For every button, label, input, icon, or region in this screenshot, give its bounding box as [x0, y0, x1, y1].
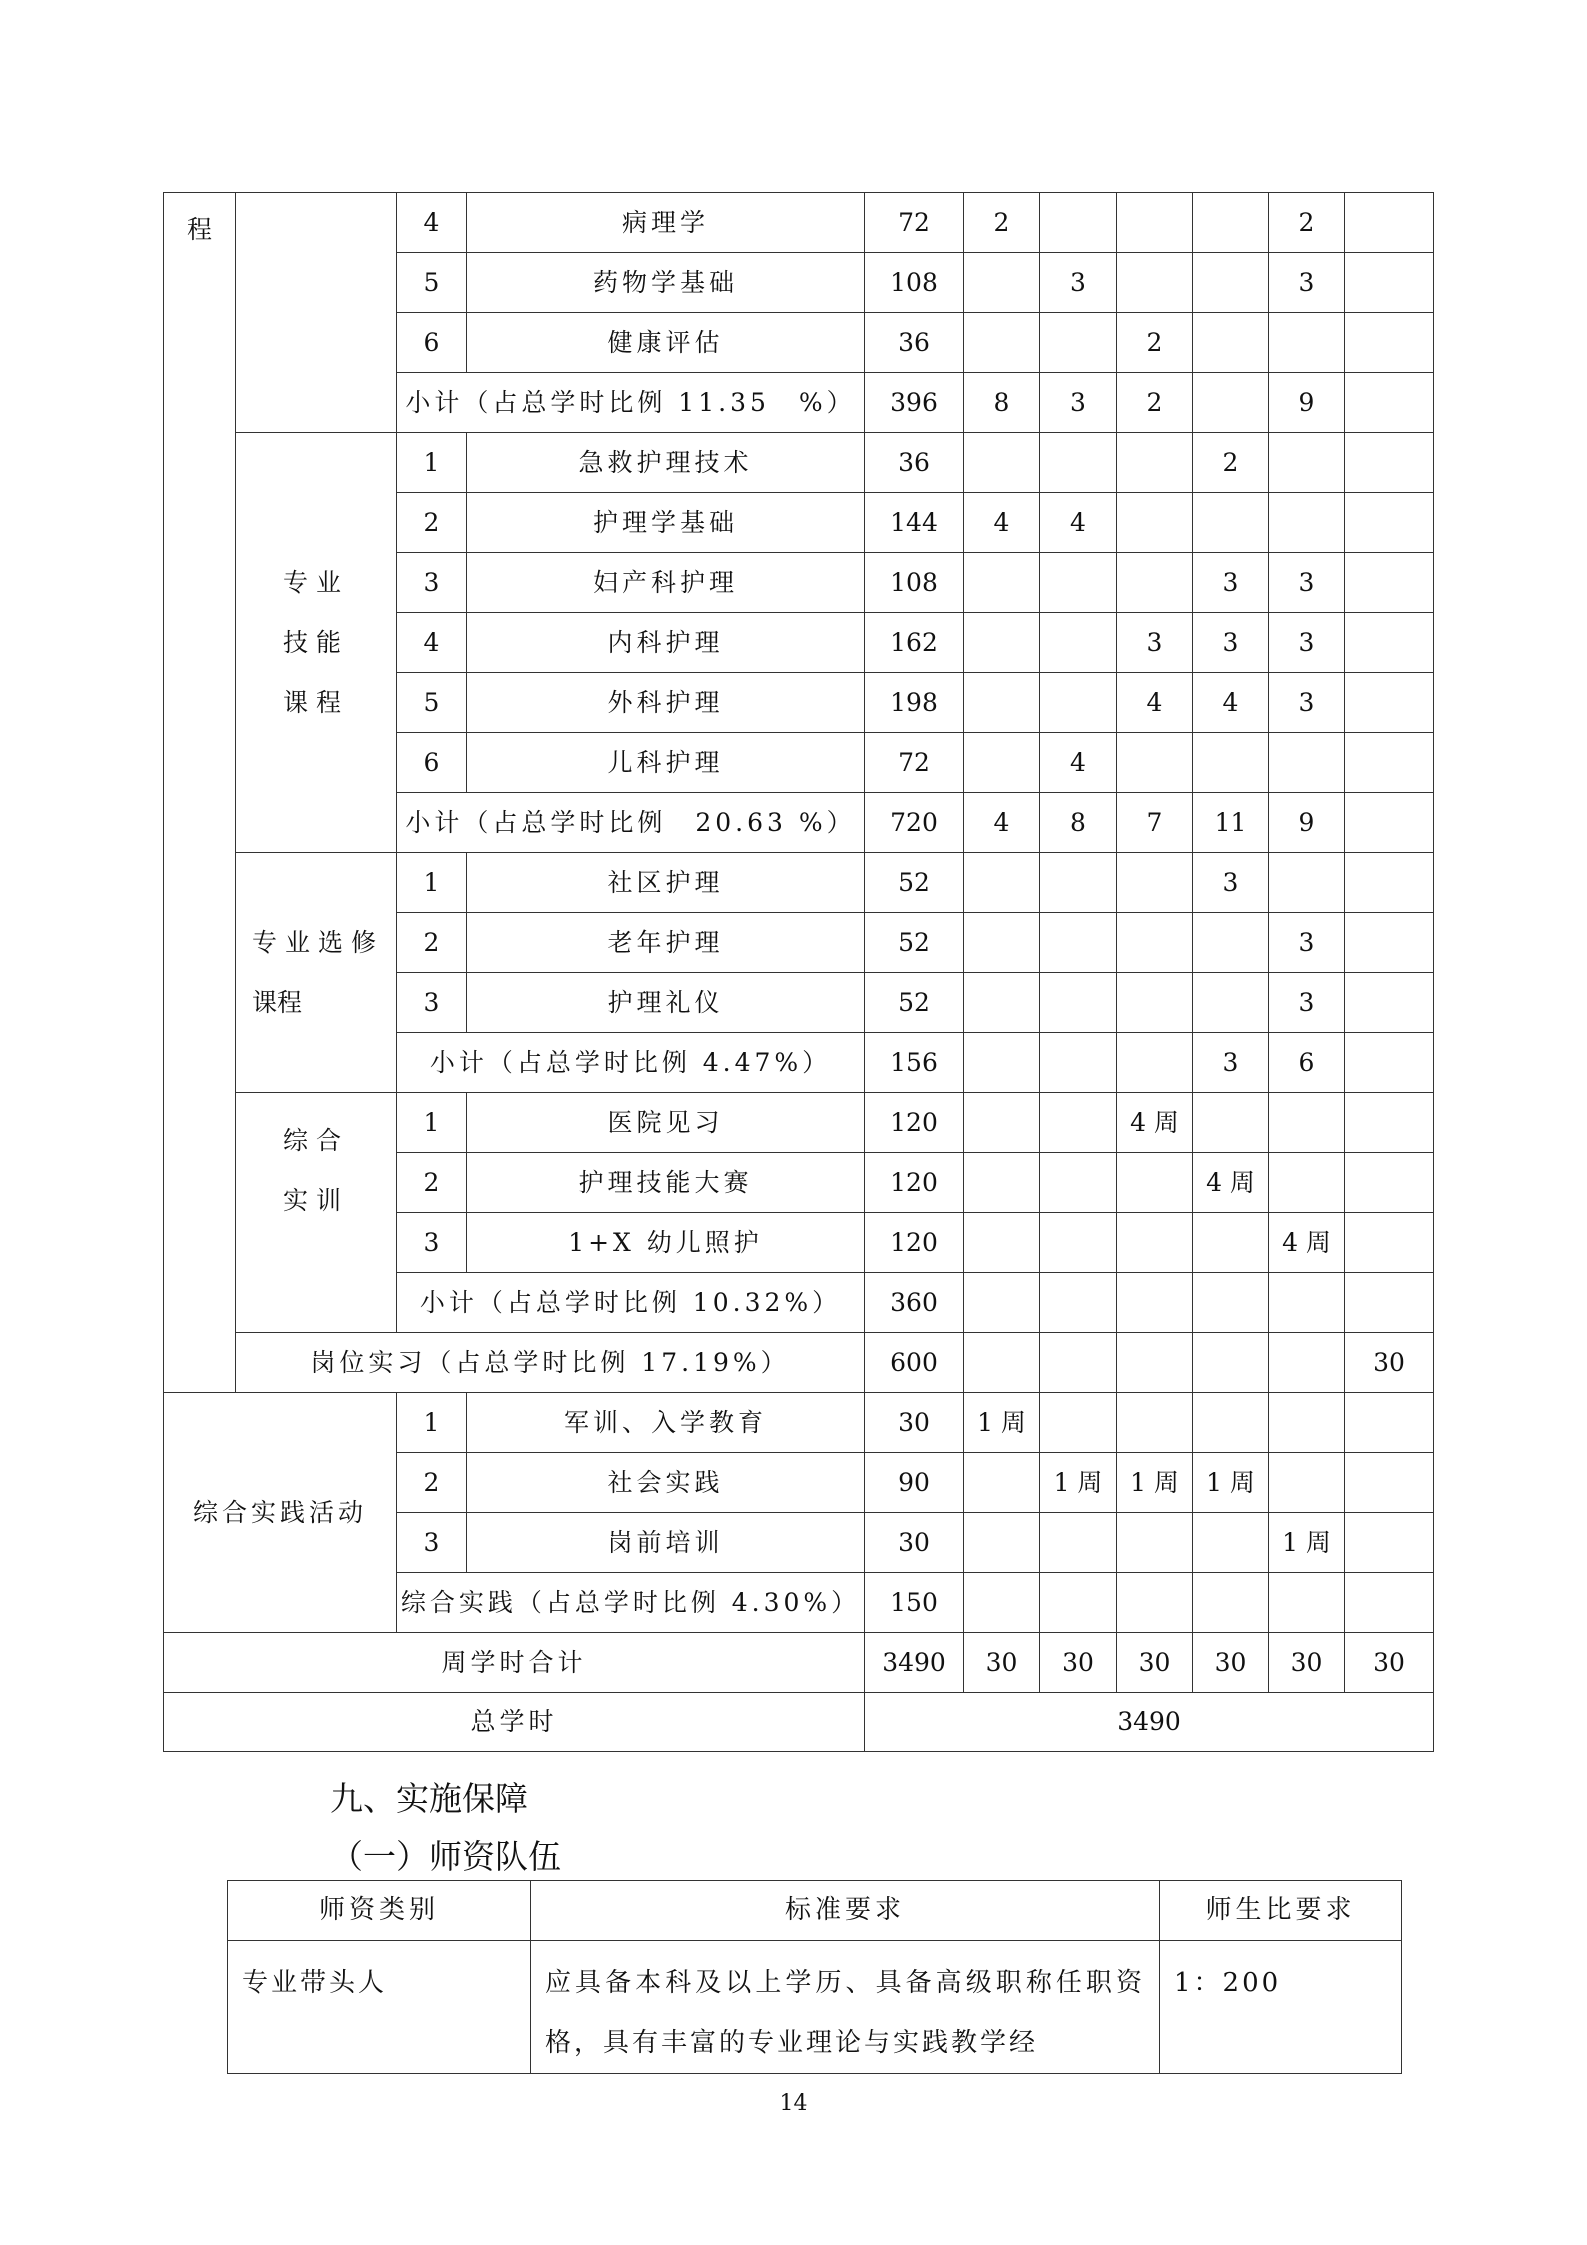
semester-2-cell: [1040, 1513, 1117, 1573]
semester-1-cell: [964, 1153, 1040, 1213]
training-subtotal-label: 小计（占总学时比例 10.32%）: [397, 1273, 865, 1333]
semester-5-cell: [1269, 493, 1345, 553]
course-number-cell: 2: [397, 1453, 467, 1513]
course-name-cell: 急救护理技术: [467, 433, 865, 493]
staff-requirements-table: [227, 1880, 1402, 2074]
semester-4-cell: [1193, 313, 1269, 373]
semester-1-cell: [964, 313, 1040, 373]
semester-1-cell: [964, 1453, 1040, 1513]
semester-6-cell: [1345, 1513, 1434, 1573]
semester-6-cell: [1345, 913, 1434, 973]
semester-2-cell: 4: [1040, 733, 1117, 793]
semester-5-cell: [1269, 1393, 1345, 1453]
semester-6-cell: [1345, 433, 1434, 493]
semester-6-cell: [1345, 733, 1434, 793]
semester-5-cell: [1269, 1153, 1345, 1213]
group-label-elective-2: 课程: [252, 987, 303, 1017]
semester-1-cell: [964, 253, 1040, 313]
semester-5-cell: 9: [1269, 793, 1345, 853]
group-label-elective-1: 专业选修: [252, 927, 385, 957]
semester-5-cell: 3: [1269, 913, 1345, 973]
semester-6-cell: 30: [1345, 1333, 1434, 1393]
semester-4-cell: [1193, 373, 1269, 433]
semester-6-cell: [1345, 853, 1434, 913]
semester-3-cell: 4: [1117, 673, 1193, 733]
semester-4-cell: [1193, 1333, 1269, 1393]
header-requirement: 标准要求: [531, 1881, 1160, 1941]
semester-4-cell: [1193, 253, 1269, 313]
semester-6-cell: [1345, 613, 1434, 673]
skill-subtotal-hours: 720: [865, 793, 964, 853]
semester-6-cell: [1345, 373, 1434, 433]
semester-5-cell: 2: [1269, 193, 1345, 253]
internship-hours: 600: [865, 1333, 964, 1393]
course-name-cell: 外科护理: [467, 673, 865, 733]
semester-5-cell: 6: [1269, 1033, 1345, 1093]
semester-3-cell: 1 周: [1117, 1453, 1193, 1513]
semester-6-cell: [1345, 973, 1434, 1033]
semester-1-cell: [964, 1273, 1040, 1333]
semester-1-cell: [964, 1033, 1040, 1093]
basic-subtotal-label: 小计（占总学时比例 11.35 %）: [397, 373, 865, 433]
semester-1-cell: 8: [964, 373, 1040, 433]
semester-4-cell: 3: [1193, 553, 1269, 613]
course-name-cell: 护理学基础: [467, 493, 865, 553]
course-hours-cell: 36: [865, 433, 964, 493]
group-cell-basic: [236, 193, 397, 433]
semester-3-cell: [1117, 1573, 1193, 1633]
semester-2-cell: [1040, 1033, 1117, 1093]
group-cell-elective: [236, 853, 397, 1093]
semester-4-cell: 3: [1193, 853, 1269, 913]
table-row: [164, 1393, 1434, 1453]
semester-1-cell: [964, 1573, 1040, 1633]
course-number-cell: 1: [397, 1093, 467, 1153]
semester-3-cell: [1117, 193, 1193, 253]
course-number-cell: 1: [397, 1393, 467, 1453]
semester-5-cell: [1269, 853, 1345, 913]
section-heading: 九、实施保障: [330, 1779, 528, 1818]
group-label-training-1: 综合: [282, 1126, 349, 1155]
semester-1-cell: 1 周: [964, 1393, 1040, 1453]
semester-4-cell: [1193, 1273, 1269, 1333]
semester-4-cell: [1193, 1513, 1269, 1573]
course-number-cell: 6: [397, 313, 467, 373]
semester-1-cell: [964, 673, 1040, 733]
semester-1-cell: [964, 613, 1040, 673]
semester-5-cell: 9: [1269, 373, 1345, 433]
semester-1-cell: [964, 1093, 1040, 1153]
course-number-cell: 2: [397, 913, 467, 973]
semester-4-cell: [1193, 1573, 1269, 1633]
internship-label: 岗位实习（占总学时比例 17.19%）: [236, 1333, 865, 1393]
course-hours-cell: 90: [865, 1453, 964, 1513]
semester-3-cell: [1117, 1033, 1193, 1093]
course-name-cell: 1+X 幼儿照护: [467, 1213, 865, 1273]
elective-subtotal-hours: 156: [865, 1033, 964, 1093]
semester-4-cell: 4: [1193, 673, 1269, 733]
semester-2-cell: [1040, 613, 1117, 673]
course-number-cell: 5: [397, 253, 467, 313]
page-number: 14: [779, 2091, 808, 2116]
staff-requirement: 应具备本科及以上学历、具备高级职称任职资格，具有丰富的专业理论与实践教学经: [531, 1941, 1160, 2074]
semester-6-cell: [1345, 1093, 1434, 1153]
semester-3-cell: 2: [1117, 373, 1193, 433]
semester-6-cell: [1345, 1453, 1434, 1513]
semester-6-cell: [1345, 553, 1434, 613]
course-number-cell: 4: [397, 613, 467, 673]
semester-1-cell: [964, 913, 1040, 973]
semester-6-cell: [1345, 793, 1434, 853]
semester-2-cell: 8: [1040, 793, 1117, 853]
semester-3-cell: [1117, 253, 1193, 313]
course-number-cell: 3: [397, 973, 467, 1033]
group-label-skill-2: 技能: [282, 627, 349, 657]
semester-4-cell: 4 周: [1193, 1153, 1269, 1213]
course-number-cell: 4: [397, 193, 467, 253]
semester-4-cell: [1193, 1093, 1269, 1153]
semester-4-cell: 1 周: [1193, 1453, 1269, 1513]
course-name-cell: 儿科护理: [467, 733, 865, 793]
semester-2-cell: [1040, 1093, 1117, 1153]
semester-2-cell: [1040, 853, 1117, 913]
course-hours-cell: 36: [865, 313, 964, 373]
semester-4-cell: [1193, 1393, 1269, 1453]
course-name-cell: 护理技能大赛: [467, 1153, 865, 1213]
semester-1-cell: [964, 1513, 1040, 1573]
course-name-cell: 社会实践: [467, 1453, 865, 1513]
course-hours-cell: 52: [865, 853, 964, 913]
semester-4-cell: 3: [1193, 1033, 1269, 1093]
semester-4-cell: 11: [1193, 793, 1269, 853]
semester-3-cell: [1117, 493, 1193, 553]
curriculum-table: [163, 192, 1434, 1752]
semester-1-cell: [964, 433, 1040, 493]
semester-3-cell: [1117, 973, 1193, 1033]
semester-6-cell: [1345, 1033, 1434, 1093]
header-ratio: 师生比要求: [1160, 1881, 1402, 1941]
semester-4-cell: [1193, 913, 1269, 973]
semester-4-cell: 3: [1193, 613, 1269, 673]
staff-category: 专业带头人: [228, 1941, 531, 2074]
course-name-cell: 药物学基础: [467, 253, 865, 313]
semester-1-cell: [964, 733, 1040, 793]
course-hours-cell: 72: [865, 193, 964, 253]
course-number-cell: 1: [397, 853, 467, 913]
practice-subtotal-hours: 150: [865, 1573, 964, 1633]
skill-subtotal-label: 小计（占总学时比例 20.63 %）: [397, 793, 865, 853]
semester-3-cell: [1117, 913, 1193, 973]
course-name-cell: 老年护理: [467, 913, 865, 973]
semester-3-cell: [1117, 1273, 1193, 1333]
group-cell-training: [236, 1093, 397, 1333]
course-hours-cell: 120: [865, 1213, 964, 1273]
semester-1-cell: 30: [964, 1633, 1040, 1693]
semester-6-cell: [1345, 1573, 1434, 1633]
semester-2-cell: [1040, 1393, 1117, 1453]
semester-1-cell: [964, 1213, 1040, 1273]
semester-2-cell: 3: [1040, 253, 1117, 313]
elective-subtotal-label: 小计（占总学时比例 4.47%）: [397, 1033, 865, 1093]
table-row: [164, 193, 1434, 253]
semester-2-cell: [1040, 1273, 1117, 1333]
group-label-training-2: 实训: [282, 1186, 349, 1215]
semester-2-cell: 4: [1040, 493, 1117, 553]
table-row: [164, 433, 1434, 493]
semester-4-cell: [1193, 193, 1269, 253]
semester-1-cell: 4: [964, 493, 1040, 553]
semester-3-cell: 30: [1117, 1633, 1193, 1693]
course-number-cell: 2: [397, 1153, 467, 1213]
semester-1-cell: [964, 973, 1040, 1033]
semester-5-cell: [1269, 1453, 1345, 1513]
semester-5-cell: 1 周: [1269, 1513, 1345, 1573]
group-label-skill-1: 专业: [282, 567, 349, 597]
semester-5-cell: [1269, 1273, 1345, 1333]
semester-1-cell: [964, 553, 1040, 613]
semester-4-cell: 2: [1193, 433, 1269, 493]
semester-2-cell: [1040, 553, 1117, 613]
course-name-cell: 医院见习: [467, 1093, 865, 1153]
group-cell-practice: 综合实践活动: [164, 1393, 397, 1633]
course-hours-cell: 72: [865, 733, 964, 793]
semester-5-cell: [1269, 733, 1345, 793]
course-name-cell: 病理学: [467, 193, 865, 253]
semester-4-cell: 30: [1193, 1633, 1269, 1693]
semester-5-cell: 3: [1269, 253, 1345, 313]
course-name-cell: 护理礼仪: [467, 973, 865, 1033]
semester-2-cell: [1040, 433, 1117, 493]
semester-2-cell: [1040, 973, 1117, 1033]
semester-2-cell: [1040, 1573, 1117, 1633]
semester-3-cell: [1117, 1153, 1193, 1213]
semester-3-cell: [1117, 1333, 1193, 1393]
course-name-cell: 社区护理: [467, 853, 865, 913]
semester-3-cell: [1117, 553, 1193, 613]
semester-3-cell: 4 周: [1117, 1093, 1193, 1153]
subsection-heading: （一）师资队伍: [330, 1837, 561, 1876]
course-number-cell: 5: [397, 673, 467, 733]
table-row: [164, 853, 1434, 913]
semester-6-cell: [1345, 493, 1434, 553]
course-number-cell: 3: [397, 553, 467, 613]
semester-5-cell: [1269, 1573, 1345, 1633]
table-row: [164, 1093, 1434, 1153]
semester-5-cell: [1269, 433, 1345, 493]
group-cell-skill: [236, 433, 397, 853]
course-hours-cell: 120: [865, 1153, 964, 1213]
semester-1-cell: [964, 853, 1040, 913]
semester-3-cell: 3: [1117, 613, 1193, 673]
semester-6-cell: [1345, 1153, 1434, 1213]
course-hours-cell: 52: [865, 913, 964, 973]
semester-6-cell: [1345, 1273, 1434, 1333]
semester-5-cell: 4 周: [1269, 1213, 1345, 1273]
semester-1-cell: 4: [964, 793, 1040, 853]
semester-3-cell: [1117, 1213, 1193, 1273]
semester-2-cell: 3: [1040, 373, 1117, 433]
grand-total-value: 3490: [865, 1693, 1434, 1752]
semester-4-cell: [1193, 493, 1269, 553]
semester-3-cell: 2: [1117, 313, 1193, 373]
semester-6-cell: [1345, 253, 1434, 313]
course-name-cell: 岗前培训: [467, 1513, 865, 1573]
semester-2-cell: 30: [1040, 1633, 1117, 1693]
course-number-cell: 3: [397, 1513, 467, 1573]
semester-4-cell: [1193, 973, 1269, 1033]
semester-6-cell: [1345, 673, 1434, 733]
semester-3-cell: [1117, 1513, 1193, 1573]
grand-total-row: [164, 1693, 1434, 1752]
course-name-cell: 健康评估: [467, 313, 865, 373]
course-hours-cell: 162: [865, 613, 964, 673]
semester-2-cell: [1040, 673, 1117, 733]
semester-6-cell: 30: [1345, 1633, 1434, 1693]
semester-6-cell: [1345, 313, 1434, 373]
weekly-total-row: [164, 1633, 1434, 1693]
course-number-cell: 2: [397, 493, 467, 553]
semester-4-cell: [1193, 733, 1269, 793]
course-hours-cell: 52: [865, 973, 964, 1033]
semester-6-cell: [1345, 193, 1434, 253]
semester-5-cell: 3: [1269, 673, 1345, 733]
course-hours-cell: 108: [865, 553, 964, 613]
course-hours-cell: 144: [865, 493, 964, 553]
course-hours-cell: 108: [865, 253, 964, 313]
header-category: 师资类别: [228, 1881, 531, 1941]
semester-5-cell: 30: [1269, 1633, 1345, 1693]
course-name-cell: 军训、入学教育: [467, 1393, 865, 1453]
course-number-cell: 3: [397, 1213, 467, 1273]
course-number-cell: 6: [397, 733, 467, 793]
semester-1-cell: [964, 1333, 1040, 1393]
semester-1-cell: 2: [964, 193, 1040, 253]
semester-5-cell: [1269, 313, 1345, 373]
grand-total-label: 总学时: [164, 1693, 865, 1752]
semester-5-cell: [1269, 1333, 1345, 1393]
weekly-total-label: 周学时合计: [164, 1633, 865, 1693]
semester-4-cell: [1193, 1213, 1269, 1273]
semester-2-cell: 1 周: [1040, 1453, 1117, 1513]
semester-5-cell: [1269, 1093, 1345, 1153]
semester-3-cell: [1117, 733, 1193, 793]
basic-subtotal-hours: 396: [865, 373, 964, 433]
semester-2-cell: [1040, 313, 1117, 373]
semester-6-cell: [1345, 1213, 1434, 1273]
staff-table-header: [228, 1881, 1402, 1941]
semester-5-cell: 3: [1269, 553, 1345, 613]
semester-2-cell: [1040, 1333, 1117, 1393]
semester-5-cell: 3: [1269, 613, 1345, 673]
staff-ratio: 1：200: [1160, 1941, 1402, 2074]
semester-2-cell: [1040, 1213, 1117, 1273]
internship-row: [164, 1333, 1434, 1393]
course-name-cell: 内科护理: [467, 613, 865, 673]
course-hours-cell: 30: [865, 1393, 964, 1453]
staff-table-row: [228, 1941, 1402, 2074]
module-label-continued: 程: [164, 193, 236, 1393]
course-hours-cell: 198: [865, 673, 964, 733]
course-name-cell: 妇产科护理: [467, 553, 865, 613]
semester-6-cell: [1345, 1393, 1434, 1453]
semester-3-cell: [1117, 1393, 1193, 1453]
course-number-cell: 1: [397, 433, 467, 493]
semester-3-cell: [1117, 433, 1193, 493]
course-hours-cell: 120: [865, 1093, 964, 1153]
semester-2-cell: [1040, 913, 1117, 973]
semester-2-cell: [1040, 193, 1117, 253]
semester-5-cell: 3: [1269, 973, 1345, 1033]
course-hours-cell: 30: [865, 1513, 964, 1573]
group-label-skill-3: 课程: [282, 687, 349, 717]
semester-3-cell: 7: [1117, 793, 1193, 853]
semester-2-cell: [1040, 1153, 1117, 1213]
training-subtotal-hours: 360: [865, 1273, 964, 1333]
practice-subtotal-label: 综合实践（占总学时比例 4.30%）: [397, 1573, 865, 1633]
weekly-total-hours: 3490: [865, 1633, 964, 1693]
semester-3-cell: [1117, 853, 1193, 913]
